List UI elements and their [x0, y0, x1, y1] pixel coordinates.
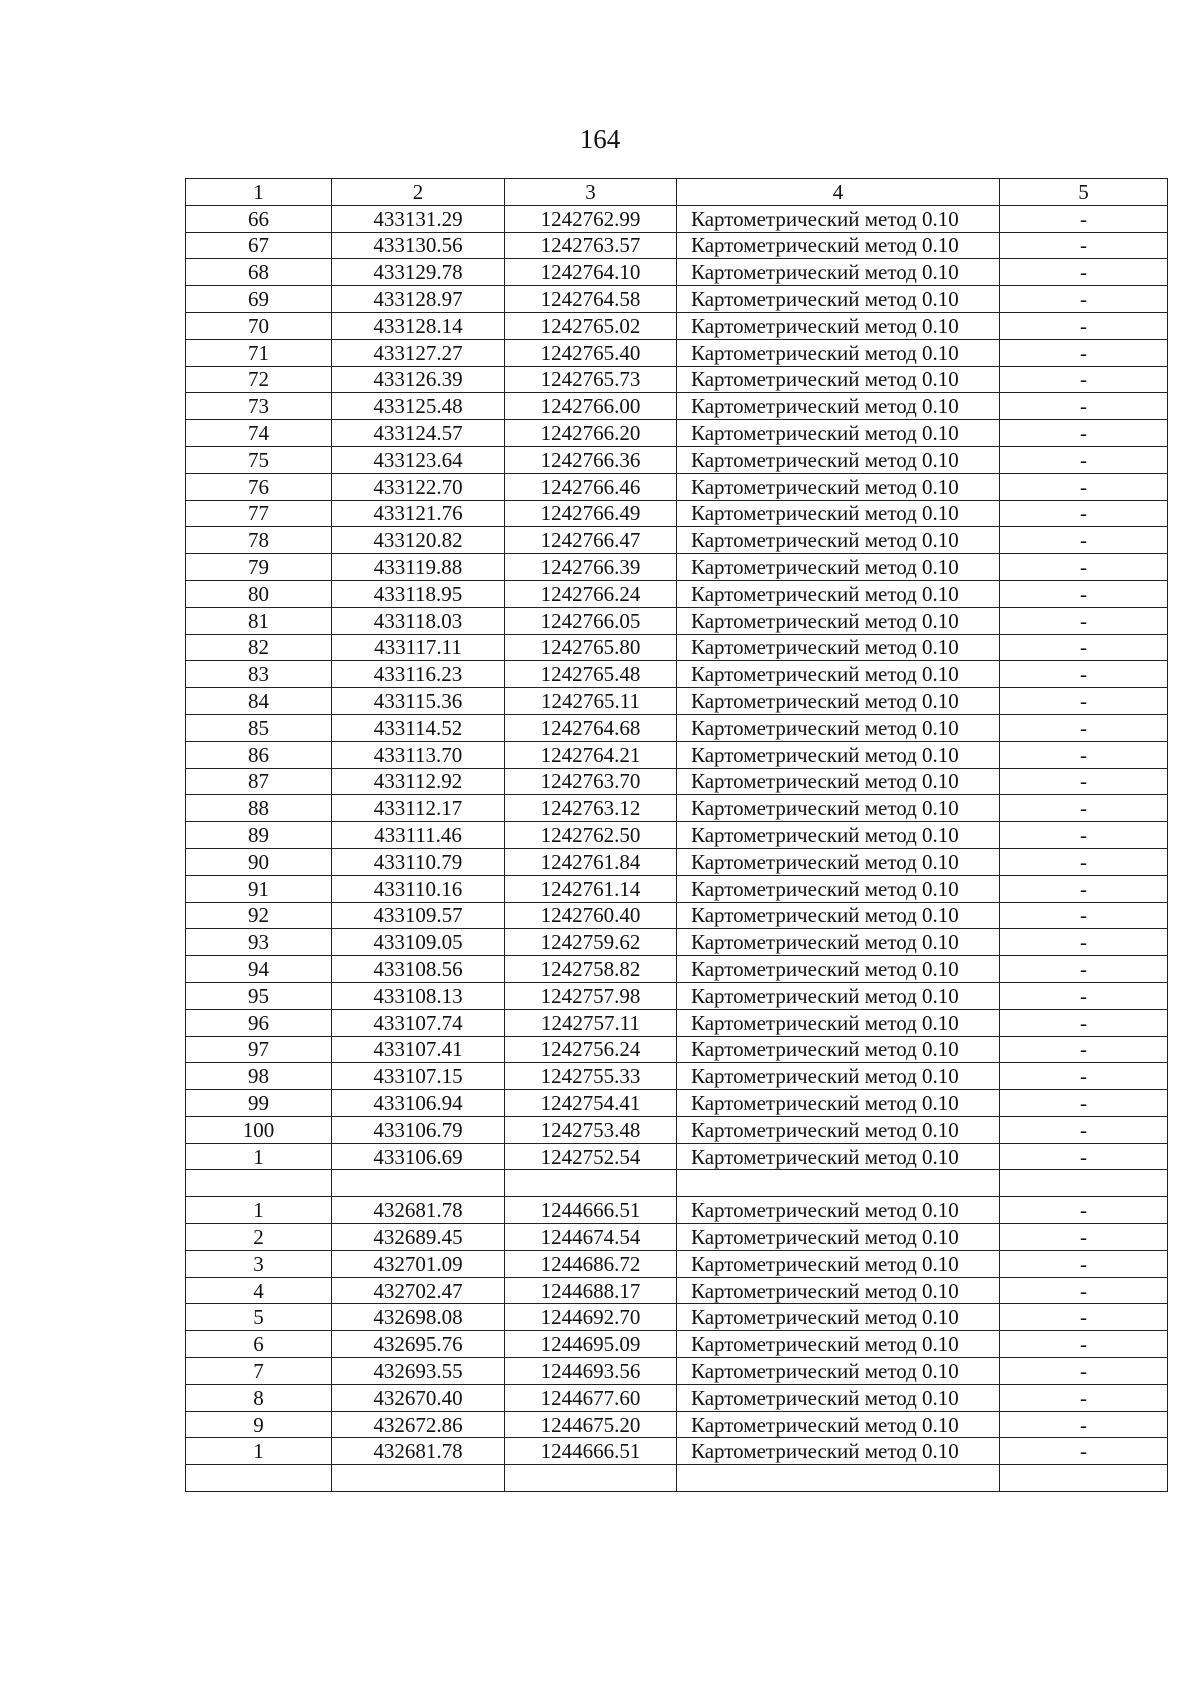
table-row: [186, 473, 1168, 500]
cell-y-coordinate: 1242765.02: [505, 312, 677, 339]
cell-x-coordinate: 433109.57: [332, 902, 505, 929]
cell-y-coordinate: 1242755.33: [505, 1063, 677, 1090]
cell-method: Картометрический метод 0.10: [677, 205, 1000, 232]
cell-note: -: [1000, 982, 1168, 1009]
cell-y-coordinate: 1242762.99: [505, 205, 677, 232]
page-number: 164: [579, 124, 621, 154]
cell-y-coordinate: 1242763.12: [505, 795, 677, 822]
cell-method: Картометрический метод 0.10: [677, 554, 1000, 581]
cell-note: -: [1000, 446, 1168, 473]
cell-y-coordinate: 1244674.54: [505, 1224, 677, 1251]
cell-method: Картометрический метод 0.10: [677, 822, 1000, 849]
table-row: [186, 741, 1168, 768]
cell-point-number: 92: [186, 902, 332, 929]
cell-x-coordinate: 433127.27: [332, 339, 505, 366]
cell-note: -: [1000, 420, 1168, 447]
cell-method: Картометрический метод 0.10: [677, 527, 1000, 554]
cell-method: [677, 1465, 1000, 1492]
cell-point-number: 8: [186, 1384, 332, 1411]
cell-note: -: [1000, 286, 1168, 313]
cell-point-number: 99: [186, 1090, 332, 1117]
table-row: [186, 259, 1168, 286]
cell-x-coordinate: 433107.74: [332, 1009, 505, 1036]
cell-point-number: 74: [186, 420, 332, 447]
cell-point-number: 72: [186, 366, 332, 393]
cell-note: [1000, 1170, 1168, 1197]
cell-point-number: 1: [186, 1438, 332, 1465]
cell-point-number: 5: [186, 1304, 332, 1331]
cell-point-number: 1: [186, 1143, 332, 1170]
cell-x-coordinate: 433110.79: [332, 848, 505, 875]
table-row: [186, 393, 1168, 420]
cell-y-coordinate: 1242764.21: [505, 741, 677, 768]
cell-y-coordinate: 1242766.47: [505, 527, 677, 554]
cell-note: -: [1000, 634, 1168, 661]
cell-method: Картометрический метод 0.10: [677, 420, 1000, 447]
cell-note: -: [1000, 1009, 1168, 1036]
cell-note: -: [1000, 580, 1168, 607]
cell-x-coordinate: 433118.03: [332, 607, 505, 634]
cell-method: Картометрический метод 0.10: [677, 1009, 1000, 1036]
table-row: [186, 1090, 1168, 1117]
cell-x-coordinate: 433119.88: [332, 554, 505, 581]
table-row: [186, 286, 1168, 313]
cell-point-number: 69: [186, 286, 332, 313]
cell-note: -: [1000, 1411, 1168, 1438]
cell-method: Картометрический метод 0.10: [677, 1250, 1000, 1277]
cell-y-coordinate: 1242759.62: [505, 929, 677, 956]
cell-x-coordinate: 433110.16: [332, 875, 505, 902]
cell-y-coordinate: 1242765.40: [505, 339, 677, 366]
cell-point-number: 71: [186, 339, 332, 366]
cell-note: -: [1000, 688, 1168, 715]
cell-method: Картометрический метод 0.10: [677, 259, 1000, 286]
cell-point-number: 94: [186, 956, 332, 983]
cell-y-coordinate: 1244688.17: [505, 1277, 677, 1304]
cell-y-coordinate: 1244693.56: [505, 1358, 677, 1385]
cell-point-number: 83: [186, 661, 332, 688]
cell-y-coordinate: 1242766.49: [505, 500, 677, 527]
cell-note: -: [1000, 795, 1168, 822]
cell-x-coordinate: 432701.09: [332, 1250, 505, 1277]
cell-x-coordinate: 433131.29: [332, 205, 505, 232]
cell-x-coordinate: 433115.36: [332, 688, 505, 715]
cell-note: -: [1000, 1036, 1168, 1063]
cell-note: -: [1000, 714, 1168, 741]
cell-point-number: 100: [186, 1116, 332, 1143]
cell-y-coordinate: 1242763.70: [505, 768, 677, 795]
cell-x-coordinate: 433108.56: [332, 956, 505, 983]
cell-note: -: [1000, 902, 1168, 929]
cell-note: -: [1000, 1304, 1168, 1331]
cell-x-coordinate: 433122.70: [332, 473, 505, 500]
table-row: [186, 902, 1168, 929]
cell-point-number: 88: [186, 795, 332, 822]
table-row: [186, 1063, 1168, 1090]
cell-x-coordinate: 433112.17: [332, 795, 505, 822]
column-header-4: 4: [677, 179, 1000, 206]
table-row: [186, 982, 1168, 1009]
cell-y-coordinate: [505, 1465, 677, 1492]
cell-note: -: [1000, 1438, 1168, 1465]
table-row: [186, 527, 1168, 554]
cell-note: [1000, 1465, 1168, 1492]
cell-note: -: [1000, 1090, 1168, 1117]
cell-method: Картометрический метод 0.10: [677, 446, 1000, 473]
cell-method: Картометрический метод 0.10: [677, 366, 1000, 393]
cell-y-coordinate: 1242765.48: [505, 661, 677, 688]
cell-point-number: 97: [186, 1036, 332, 1063]
cell-y-coordinate: 1242761.84: [505, 848, 677, 875]
cell-point-number: 70: [186, 312, 332, 339]
cell-y-coordinate: 1242765.73: [505, 366, 677, 393]
cell-x-coordinate: 433113.70: [332, 741, 505, 768]
table-row: [186, 366, 1168, 393]
cell-point-number: 79: [186, 554, 332, 581]
cell-y-coordinate: 1242754.41: [505, 1090, 677, 1117]
cell-note: -: [1000, 875, 1168, 902]
table-row: [186, 1036, 1168, 1063]
cell-note: -: [1000, 768, 1168, 795]
table-row: [186, 446, 1168, 473]
cell-x-coordinate: 432681.78: [332, 1438, 505, 1465]
cell-method: Картометрический метод 0.10: [677, 634, 1000, 661]
cell-point-number: 95: [186, 982, 332, 1009]
cell-y-coordinate: 1242766.05: [505, 607, 677, 634]
cell-point-number: 7: [186, 1358, 332, 1385]
cell-point-number: 78: [186, 527, 332, 554]
cell-x-coordinate: 433112.92: [332, 768, 505, 795]
table-row: [186, 500, 1168, 527]
cell-method: Картометрический метод 0.10: [677, 1143, 1000, 1170]
cell-x-coordinate: 433107.15: [332, 1063, 505, 1090]
cell-x-coordinate: 433120.82: [332, 527, 505, 554]
cell-method: Картометрический метод 0.10: [677, 1063, 1000, 1090]
cell-point-number: 98: [186, 1063, 332, 1090]
table-row: [186, 1438, 1168, 1465]
table-row: [186, 1411, 1168, 1438]
cell-method: Картометрический метод 0.10: [677, 768, 1000, 795]
table-row: [186, 634, 1168, 661]
cell-x-coordinate: 433114.52: [332, 714, 505, 741]
cell-note: -: [1000, 956, 1168, 983]
cell-x-coordinate: 432689.45: [332, 1224, 505, 1251]
cell-y-coordinate: 1242753.48: [505, 1116, 677, 1143]
cell-note: -: [1000, 393, 1168, 420]
cell-note: -: [1000, 929, 1168, 956]
table-row: [186, 1143, 1168, 1170]
table-row: [186, 956, 1168, 983]
cell-note: -: [1000, 1358, 1168, 1385]
cell-point-number: 66: [186, 205, 332, 232]
cell-point-number: 3: [186, 1250, 332, 1277]
table-row: [186, 929, 1168, 956]
cell-point-number: 4: [186, 1277, 332, 1304]
cell-point-number: 96: [186, 1009, 332, 1036]
column-header-5: 5: [1000, 179, 1168, 206]
cell-x-coordinate: 433106.94: [332, 1090, 505, 1117]
cell-x-coordinate: 433124.57: [332, 420, 505, 447]
cell-method: Картометрический метод 0.10: [677, 232, 1000, 259]
cell-method: Картометрический метод 0.10: [677, 1358, 1000, 1385]
cell-x-coordinate: 433111.46: [332, 822, 505, 849]
cell-y-coordinate: 1242758.82: [505, 956, 677, 983]
table-row: [186, 714, 1168, 741]
cell-note: -: [1000, 822, 1168, 849]
cell-y-coordinate: 1244675.20: [505, 1411, 677, 1438]
table-body: [186, 205, 1168, 1491]
cell-method: Картометрический метод 0.10: [677, 741, 1000, 768]
cell-note: -: [1000, 1250, 1168, 1277]
cell-x-coordinate: 433125.48: [332, 393, 505, 420]
cell-method: Картометрический метод 0.10: [677, 929, 1000, 956]
cell-y-coordinate: 1242756.24: [505, 1036, 677, 1063]
cell-x-coordinate: [332, 1465, 505, 1492]
cell-note: -: [1000, 232, 1168, 259]
cell-y-coordinate: 1244686.72: [505, 1250, 677, 1277]
column-header-2: 2: [332, 179, 505, 206]
table-row: [186, 580, 1168, 607]
cell-y-coordinate: 1242765.11: [505, 688, 677, 715]
cell-x-coordinate: 433130.56: [332, 232, 505, 259]
cell-y-coordinate: 1242764.68: [505, 714, 677, 741]
cell-note: -: [1000, 366, 1168, 393]
cell-point-number: 91: [186, 875, 332, 902]
cell-point-number: 75: [186, 446, 332, 473]
cell-x-coordinate: 433106.69: [332, 1143, 505, 1170]
table-row: [186, 312, 1168, 339]
cell-y-coordinate: 1242763.57: [505, 232, 677, 259]
cell-note: -: [1000, 661, 1168, 688]
cell-point-number: 85: [186, 714, 332, 741]
cell-y-coordinate: 1242762.50: [505, 822, 677, 849]
cell-point-number: 90: [186, 848, 332, 875]
cell-y-coordinate: 1244692.70: [505, 1304, 677, 1331]
cell-method: Картометрический метод 0.10: [677, 312, 1000, 339]
table-row: [186, 1009, 1168, 1036]
table-row: [186, 688, 1168, 715]
table-row: [186, 1250, 1168, 1277]
cell-y-coordinate: [505, 1170, 677, 1197]
cell-method: Картометрический метод 0.10: [677, 714, 1000, 741]
cell-note: -: [1000, 1063, 1168, 1090]
cell-x-coordinate: 432695.76: [332, 1331, 505, 1358]
cell-point-number: 73: [186, 393, 332, 420]
cell-x-coordinate: 433128.97: [332, 286, 505, 313]
cell-y-coordinate: 1242764.58: [505, 286, 677, 313]
cell-point-number: 84: [186, 688, 332, 715]
cell-method: Картометрический метод 0.10: [677, 393, 1000, 420]
cell-point-number: 80: [186, 580, 332, 607]
cell-point-number: [186, 1170, 332, 1197]
cell-y-coordinate: 1244666.51: [505, 1438, 677, 1465]
table-row: [186, 795, 1168, 822]
cell-point-number: 87: [186, 768, 332, 795]
cell-y-coordinate: 1242761.14: [505, 875, 677, 902]
cell-point-number: [186, 1465, 332, 1492]
cell-method: Картометрический метод 0.10: [677, 795, 1000, 822]
cell-y-coordinate: 1242765.80: [505, 634, 677, 661]
cell-y-coordinate: 1242766.20: [505, 420, 677, 447]
cell-x-coordinate: 433118.95: [332, 580, 505, 607]
column-header-3: 3: [505, 179, 677, 206]
cell-note: -: [1000, 312, 1168, 339]
cell-note: -: [1000, 554, 1168, 581]
table-row: [186, 420, 1168, 447]
cell-note: -: [1000, 339, 1168, 366]
cell-method: Картометрический метод 0.10: [677, 1277, 1000, 1304]
cell-x-coordinate: 432693.55: [332, 1358, 505, 1385]
cell-method: Картометрический метод 0.10: [677, 1036, 1000, 1063]
cell-method: Картометрический метод 0.10: [677, 339, 1000, 366]
cell-method: Картометрический метод 0.10: [677, 956, 1000, 983]
cell-method: Картометрический метод 0.10: [677, 1197, 1000, 1224]
cell-note: -: [1000, 848, 1168, 875]
cell-y-coordinate: 1242766.00: [505, 393, 677, 420]
cell-x-coordinate: 433106.79: [332, 1116, 505, 1143]
cell-y-coordinate: 1242766.46: [505, 473, 677, 500]
cell-y-coordinate: 1242757.11: [505, 1009, 677, 1036]
table-row: [186, 1465, 1168, 1492]
cell-point-number: 2: [186, 1224, 332, 1251]
cell-point-number: 76: [186, 473, 332, 500]
cell-note: -: [1000, 259, 1168, 286]
cell-method: Картометрический метод 0.10: [677, 661, 1000, 688]
cell-x-coordinate: 432702.47: [332, 1277, 505, 1304]
coordinates-table: [185, 178, 1168, 1492]
table-row: [186, 768, 1168, 795]
table-row: [186, 554, 1168, 581]
cell-method: Картометрический метод 0.10: [677, 1331, 1000, 1358]
cell-point-number: 6: [186, 1331, 332, 1358]
table-row: [186, 607, 1168, 634]
cell-note: -: [1000, 1384, 1168, 1411]
cell-x-coordinate: 433116.23: [332, 661, 505, 688]
table-row: [186, 661, 1168, 688]
cell-note: -: [1000, 527, 1168, 554]
cell-note: -: [1000, 205, 1168, 232]
cell-method: Картометрический метод 0.10: [677, 982, 1000, 1009]
cell-x-coordinate: 433117.11: [332, 634, 505, 661]
table-row: [186, 232, 1168, 259]
cell-method: Картометрический метод 0.10: [677, 473, 1000, 500]
cell-x-coordinate: 433121.76: [332, 500, 505, 527]
cell-point-number: 81: [186, 607, 332, 634]
cell-point-number: 82: [186, 634, 332, 661]
cell-method: Картометрический метод 0.10: [677, 580, 1000, 607]
table-row: [186, 1304, 1168, 1331]
cell-x-coordinate: 433129.78: [332, 259, 505, 286]
table-row: [186, 1197, 1168, 1224]
table-row: [186, 205, 1168, 232]
cell-x-coordinate: 433126.39: [332, 366, 505, 393]
cell-y-coordinate: 1242760.40: [505, 902, 677, 929]
cell-method: Картометрический метод 0.10: [677, 875, 1000, 902]
table-row: [186, 848, 1168, 875]
cell-y-coordinate: 1242757.98: [505, 982, 677, 1009]
cell-x-coordinate: 432681.78: [332, 1197, 505, 1224]
cell-y-coordinate: 1242752.54: [505, 1143, 677, 1170]
cell-method: [677, 1170, 1000, 1197]
cell-point-number: 9: [186, 1411, 332, 1438]
cell-note: -: [1000, 1197, 1168, 1224]
cell-x-coordinate: [332, 1170, 505, 1197]
cell-note: -: [1000, 1143, 1168, 1170]
table-row: [186, 1277, 1168, 1304]
cell-x-coordinate: 433108.13: [332, 982, 505, 1009]
cell-x-coordinate: 432698.08: [332, 1304, 505, 1331]
column-header-1: 1: [186, 179, 332, 206]
cell-note: -: [1000, 1331, 1168, 1358]
cell-y-coordinate: 1244677.60: [505, 1384, 677, 1411]
cell-x-coordinate: 433128.14: [332, 312, 505, 339]
cell-method: Картометрический метод 0.10: [677, 688, 1000, 715]
table-row: [186, 1358, 1168, 1385]
table-row: [186, 1170, 1168, 1197]
table-header-row: [186, 179, 1168, 206]
cell-y-coordinate: 1244695.09: [505, 1331, 677, 1358]
table-row: [186, 1224, 1168, 1251]
cell-point-number: 1: [186, 1197, 332, 1224]
cell-point-number: 93: [186, 929, 332, 956]
cell-method: Картометрический метод 0.10: [677, 607, 1000, 634]
cell-note: -: [1000, 1116, 1168, 1143]
cell-method: Картометрический метод 0.10: [677, 500, 1000, 527]
cell-y-coordinate: 1242766.39: [505, 554, 677, 581]
cell-point-number: 67: [186, 232, 332, 259]
cell-x-coordinate: 433107.41: [332, 1036, 505, 1063]
table-row: [186, 1384, 1168, 1411]
cell-method: Картометрический метод 0.10: [677, 1090, 1000, 1117]
cell-y-coordinate: 1242766.24: [505, 580, 677, 607]
cell-y-coordinate: 1242764.10: [505, 259, 677, 286]
cell-method: Картометрический метод 0.10: [677, 1438, 1000, 1465]
cell-point-number: 86: [186, 741, 332, 768]
cell-x-coordinate: 433109.05: [332, 929, 505, 956]
cell-y-coordinate: 1242766.36: [505, 446, 677, 473]
cell-point-number: 77: [186, 500, 332, 527]
cell-method: Картометрический метод 0.10: [677, 1304, 1000, 1331]
table-row: [186, 1331, 1168, 1358]
cell-method: Картометрический метод 0.10: [677, 1116, 1000, 1143]
cell-method: Картометрический метод 0.10: [677, 286, 1000, 313]
cell-method: Картометрический метод 0.10: [677, 1384, 1000, 1411]
cell-point-number: 89: [186, 822, 332, 849]
cell-method: Картометрический метод 0.10: [677, 848, 1000, 875]
cell-note: -: [1000, 473, 1168, 500]
table-row: [186, 822, 1168, 849]
table-row: [186, 339, 1168, 366]
cell-point-number: 68: [186, 259, 332, 286]
cell-note: -: [1000, 1224, 1168, 1251]
cell-x-coordinate: 432672.86: [332, 1411, 505, 1438]
cell-x-coordinate: 432670.40: [332, 1384, 505, 1411]
table-row: [186, 1116, 1168, 1143]
cell-note: -: [1000, 741, 1168, 768]
cell-method: Картометрический метод 0.10: [677, 1224, 1000, 1251]
cell-note: -: [1000, 1277, 1168, 1304]
cell-y-coordinate: 1244666.51: [505, 1197, 677, 1224]
cell-method: Картометрический метод 0.10: [677, 1411, 1000, 1438]
cell-x-coordinate: 433123.64: [332, 446, 505, 473]
cell-note: -: [1000, 607, 1168, 634]
table-row: [186, 875, 1168, 902]
cell-note: -: [1000, 500, 1168, 527]
cell-method: Картометрический метод 0.10: [677, 902, 1000, 929]
